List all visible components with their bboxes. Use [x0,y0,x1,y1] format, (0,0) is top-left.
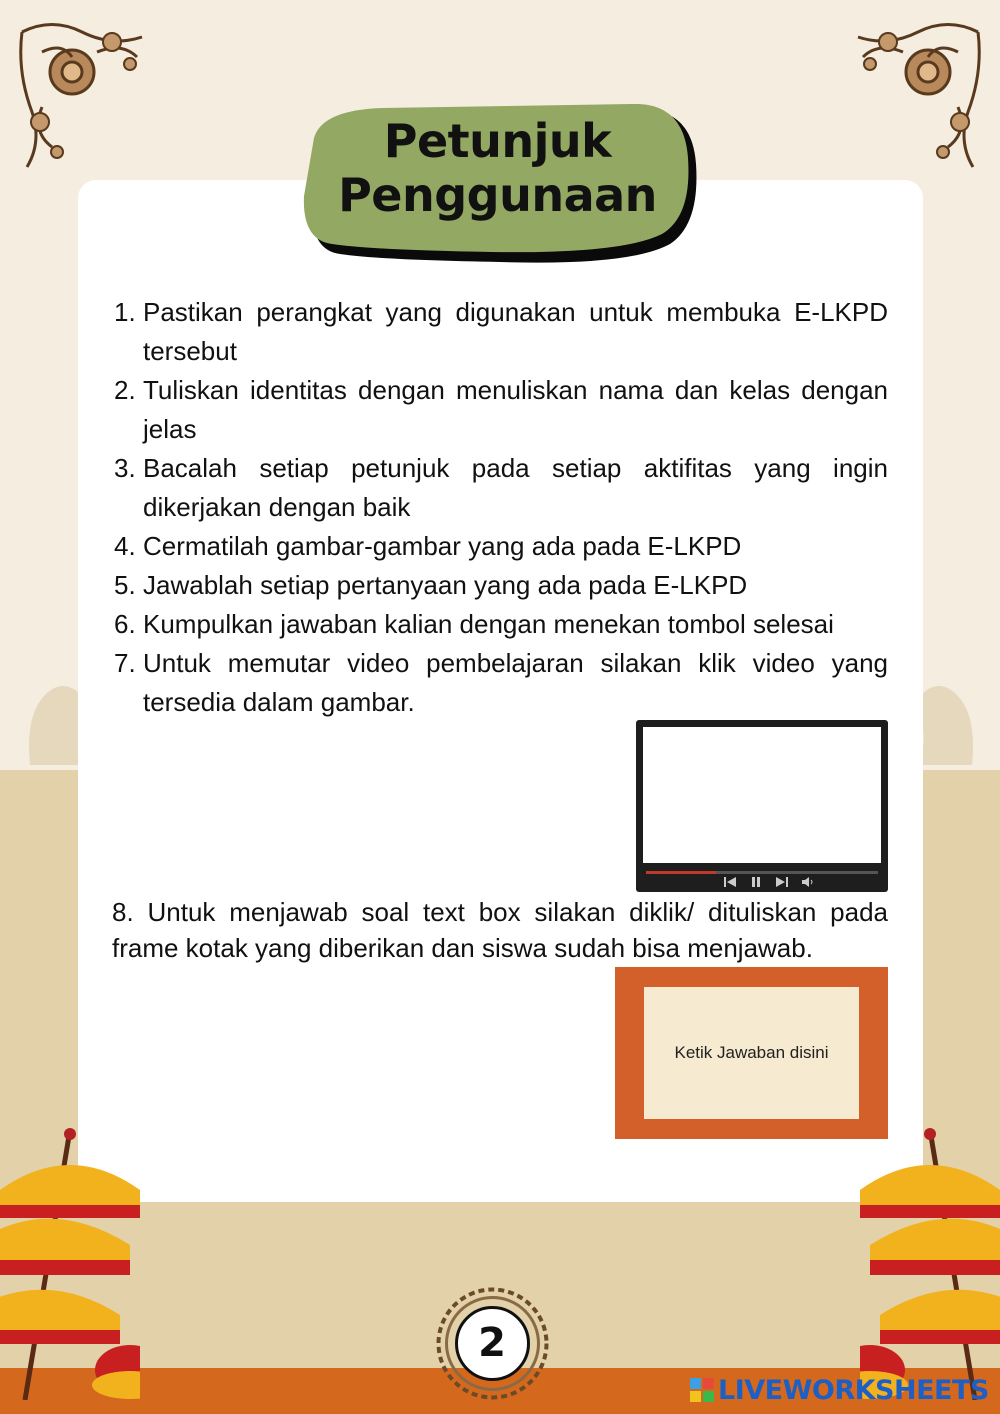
step-text: Jawablah setiap pertanyaan yang ada pada E-LKPD [143,570,748,600]
step-text: Tuliskan identitas dengan menuliskan nama dan kelas dengan jelas [143,375,888,444]
list-item [114,644,888,722]
volume-icon[interactable] [802,877,814,887]
liveworksheets-logo-icon [690,1378,714,1402]
list-item [114,293,888,371]
step-number: 7. [114,648,136,678]
title-line-1: Petunjuk [383,114,612,168]
video-progress-fill [646,871,716,874]
step-number: 4. [114,531,136,561]
instruction-list [114,293,888,722]
umbrella-decoration-right [860,1120,1000,1400]
list-item [114,449,888,527]
title-line-2: Penggunaan [338,168,657,222]
step-number: 5. [114,570,136,600]
page-title [300,114,695,222]
step-text: Kumpulkan jawaban kalian dengan menekan tombol selesai [143,609,834,639]
video-screen[interactable] [643,727,881,863]
video-controls [724,876,814,888]
step-text: Untuk memutar video pembelajaran silakan klik video yang tersedia dalam gambar. [143,648,888,717]
answer-placeholder: Ketik Jawaban disini [674,1043,829,1062]
step-8-text: 8. Untuk menjawab soal text box silakan diklik/ dituliskan pada frame kotak yang diberikan dan siswa sudah bisa menjawab. [112,897,888,963]
list-item [114,527,888,566]
step-text: Pastikan perangkat yang digunakan untuk membuka E-LKPD tersebut [143,297,888,366]
step-number: 2. [114,375,136,405]
corner-ornament-top-left [12,12,157,177]
step-text: Cermatilah gambar-gambar yang ada pada E-LKPD [143,531,742,561]
watermark-text: LIVEWORKSHEETS [718,1374,989,1406]
skip-back-icon[interactable] [724,877,736,887]
step-text: Bacalah setiap petunjuk pada setiap aktifitas yang ingin dikerjakan dengan baik [143,453,888,522]
video-progress-bar[interactable] [646,871,878,874]
pause-icon[interactable] [750,877,762,887]
page-number: 2 [478,1320,506,1366]
corner-ornament-top-right [843,12,988,177]
step-number: 3. [114,453,136,483]
skip-forward-icon[interactable] [776,877,788,887]
list-item [114,371,888,449]
answer-frame [615,967,888,1139]
step-number: 6. [114,609,136,639]
list-item [114,605,888,644]
umbrella-decoration-left [0,1120,140,1400]
answer-text-box[interactable] [644,987,859,1119]
liveworksheets-watermark [690,1374,989,1406]
video-player[interactable] [636,720,888,892]
list-item [114,566,888,605]
step-number: 1. [114,297,136,327]
